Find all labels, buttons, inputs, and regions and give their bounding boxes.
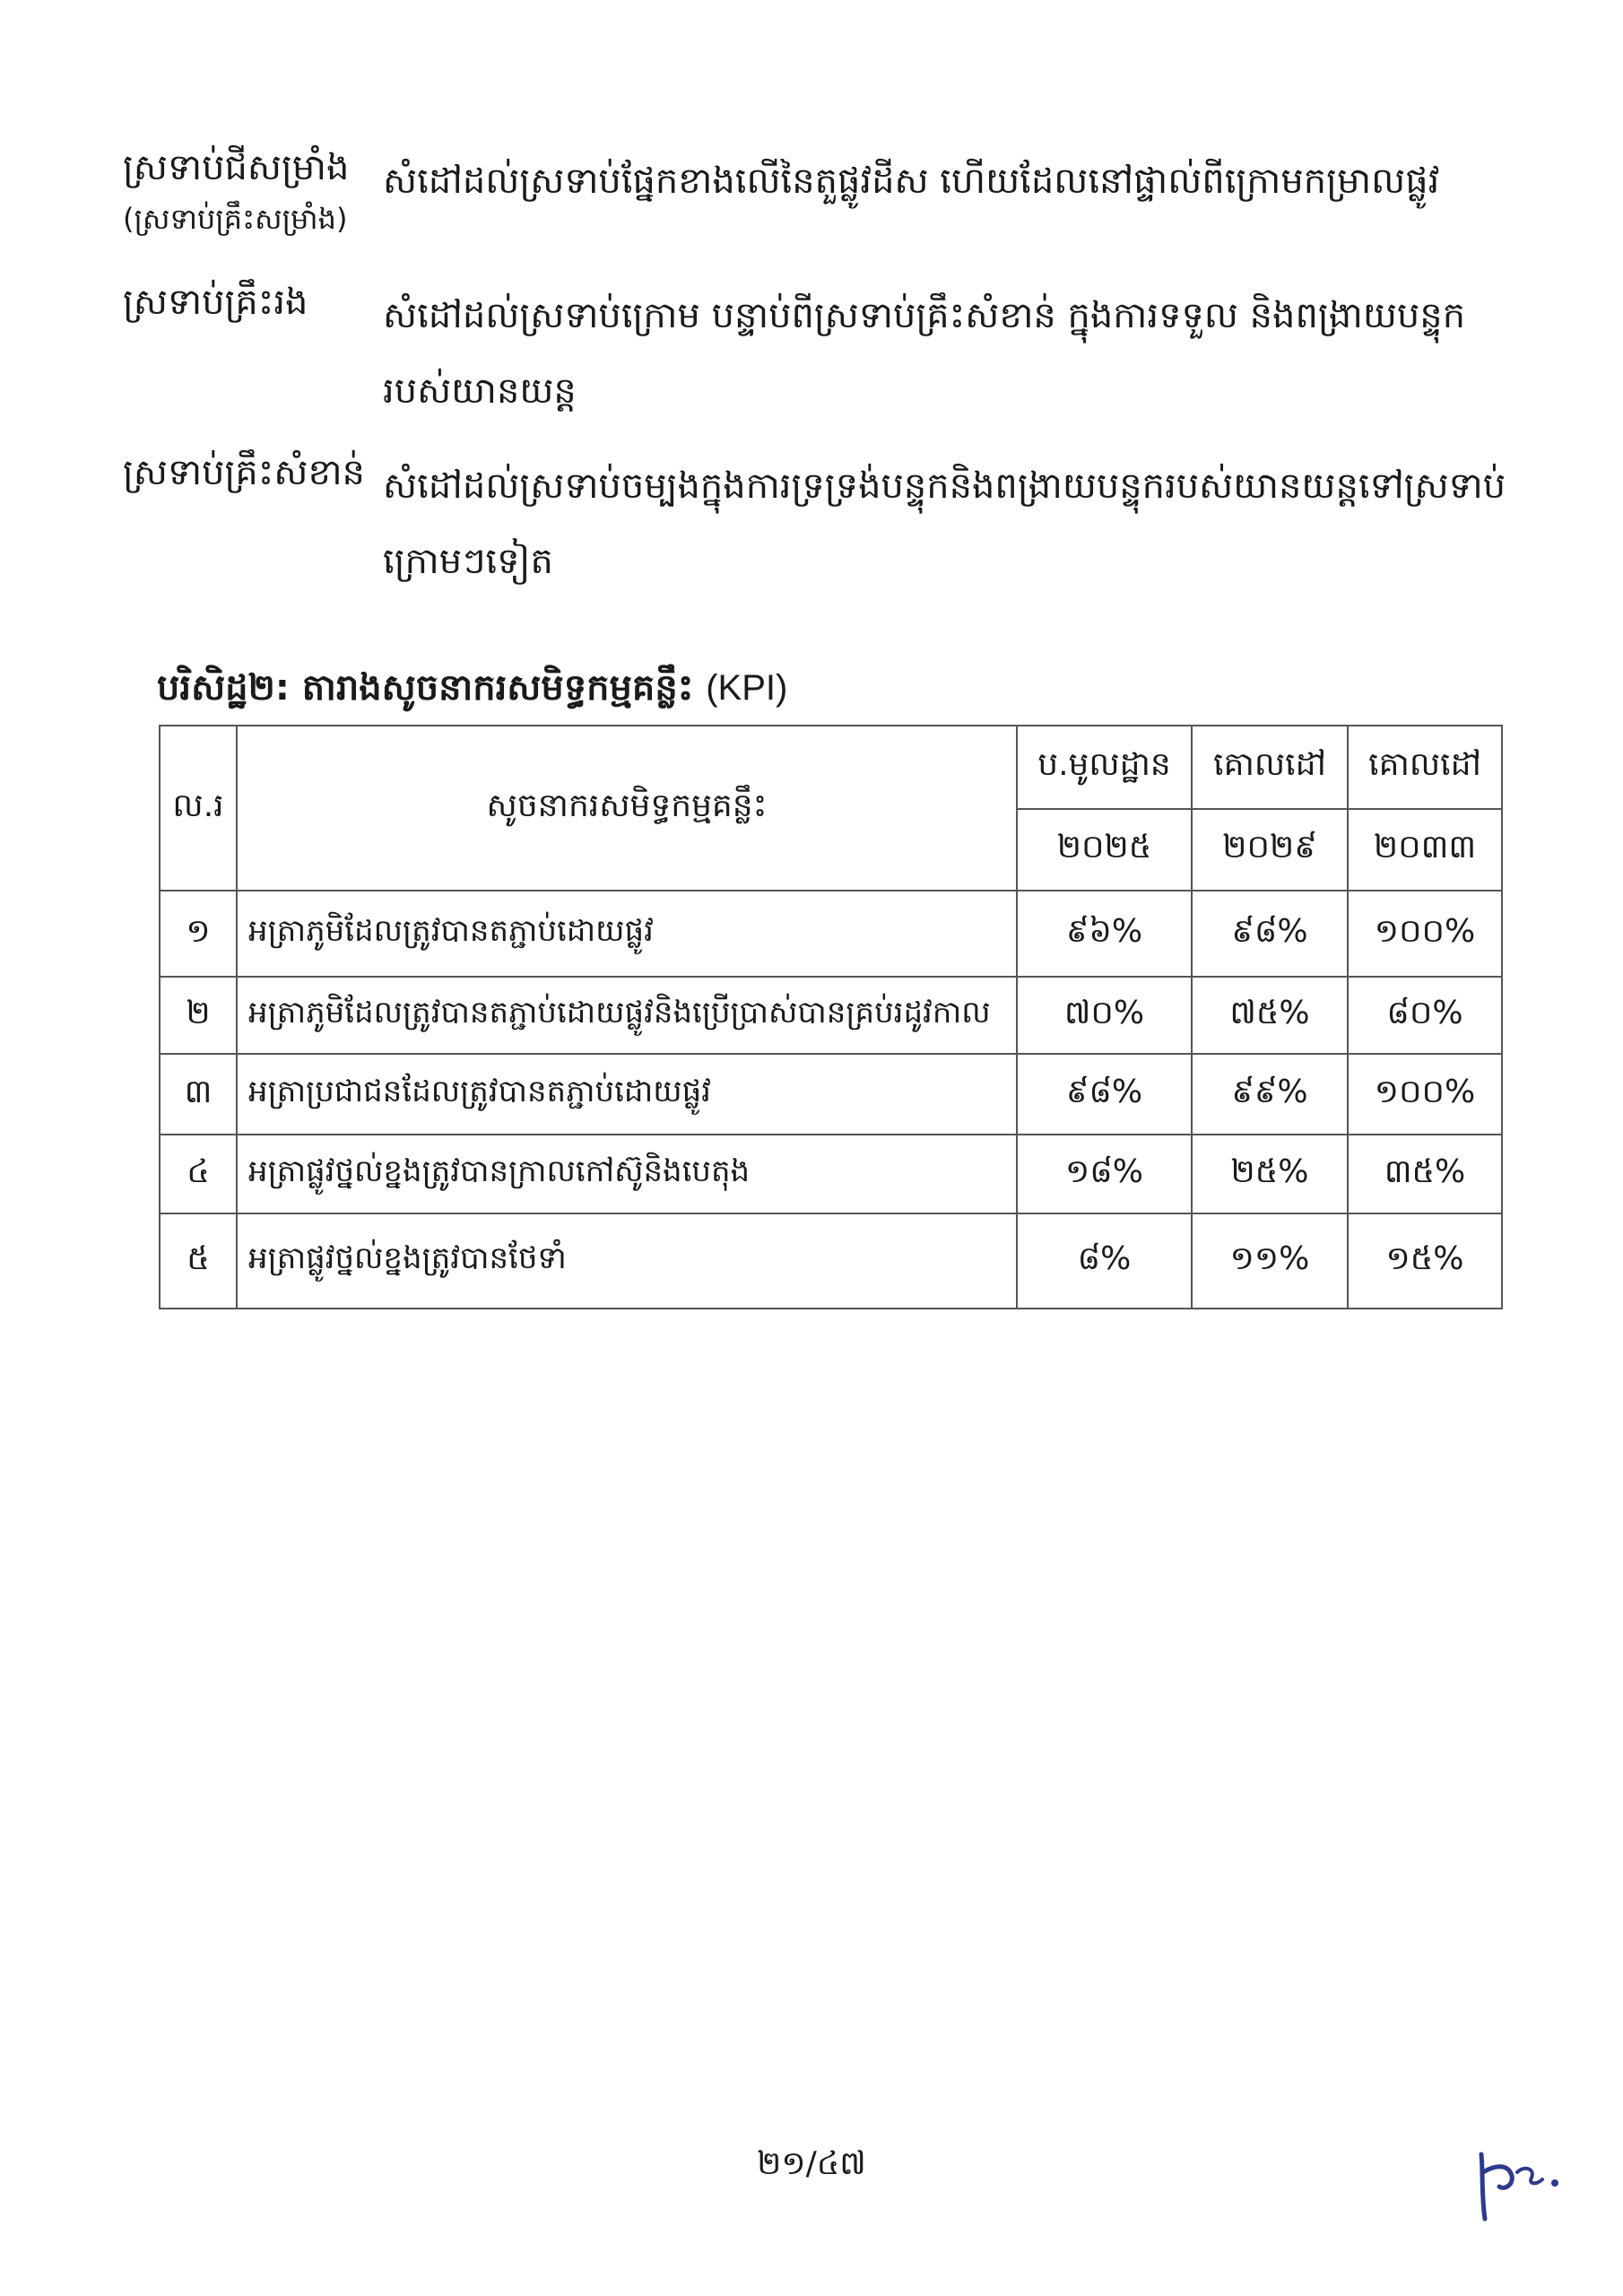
row-baseline: ១៨% [1017,1135,1192,1213]
row-target-2: ១០០% [1348,891,1502,977]
header-year-baseline: ២០២៥ [1017,809,1192,891]
definition-3 [123,448,1522,601]
row-indicator: អត្រាប្រជាជនដែលត្រូវបានតភ្ជាប់ដោយផ្លូវ [237,1054,1017,1135]
definition-term: ស្រទាប់គ្រឹះសំខាន់ [123,452,365,493]
row-number: ២ [160,977,237,1054]
row-target-2: ១០០% [1348,1054,1502,1135]
row-target-2: ៨០% [1348,977,1502,1054]
definition-term: ស្រទាប់គ្រឹះរង [123,282,308,323]
table-row [160,977,1502,1054]
table-row [160,891,1502,977]
definition-description: សំដៅដល់ស្រទាប់ផ្នែកខាងលើនៃតួផ្លូវដីស ហើយដែលនៅផ្ទាល់ពីក្រោមកម្រាលផ្លូវ [383,161,1440,202]
header-target-2: គោលដៅ [1348,726,1502,809]
row-number: ៥ [160,1213,237,1309]
annex-caption [157,664,787,712]
header-no: ល.រ [160,726,237,891]
table-row [160,1054,1502,1135]
definition-term-alt: (ស្រទាប់គ្រឹះសម្រាំង) [123,202,348,236]
row-baseline: ៩៦% [1017,891,1192,977]
row-target-2: ១៥% [1348,1213,1502,1309]
row-indicator: អត្រាភូមិដែលត្រូវបានតភ្ជាប់ដោយផ្លូវ [237,891,1017,977]
definition-description: សំដៅដល់ស្រទាប់ចម្បងក្នុងការទ្រទ្រង់បន្ទុកនិងពង្រាយបន្ទុករបស់យានយន្តទៅស្រទាប់ក្រោមៗទៀត [383,465,1506,582]
row-baseline: ៧០% [1017,977,1192,1054]
handwritten-initials-icon [1472,2145,1571,2226]
header-year-target-1: ២០២៩ [1192,809,1348,891]
row-target-1: ២៥% [1192,1135,1348,1213]
row-indicator: អត្រាផ្លូវថ្នល់ខ្នងត្រូវបានថែទាំ [237,1213,1017,1309]
row-number: ៤ [160,1135,237,1213]
row-target-1: ១១% [1192,1213,1348,1309]
row-target-1: ៩៩% [1192,1054,1348,1135]
definition-2 [123,278,1522,430]
row-indicator: អត្រាផ្លូវថ្នល់ខ្នងត្រូវបានក្រាលកៅស៊ូនិងបេតុង [237,1135,1017,1213]
row-baseline: ៩៨% [1017,1054,1192,1135]
definition-term: ស្រទាប់ជីសម្រាំង [123,147,350,188]
header-indicator: សូចនាករសមិទ្ធកម្មគន្លឹះ [237,726,1017,891]
row-target-1: ៩៨% [1192,891,1348,977]
row-number: ១ [160,891,237,977]
row-baseline: ៨% [1017,1213,1192,1309]
annex-caption-kpi: (KPI) [706,668,788,708]
kpi-table [159,725,1503,1309]
page-number: ២១/៤៧ [757,2145,866,2182]
row-target-2: ៣៥% [1348,1135,1502,1213]
table-row [160,1213,1502,1309]
table-row [160,1135,1502,1213]
header-baseline: ប.មូលដ្ឋាន [1017,726,1192,809]
header-target-1: គោលដៅ [1192,726,1348,809]
definition-1 [123,144,1522,260]
annex-caption-text: បរិសិដ្ឋ២: តារាងសូចនាករសមិទ្ធកម្មគន្លឹះ [157,667,694,709]
header-year-target-2: ២០៣៣ [1348,809,1502,891]
definition-description: សំដៅដល់ស្រទាប់ក្រោម បន្ទាប់ពីស្រទាប់គ្រឹះសំខាន់ ក្នុងការទទួល និងពង្រាយបន្ទុក របស់យានយន្ត [383,295,1466,412]
row-indicator: អត្រាភូមិដែលត្រូវបានតភ្ជាប់ដោយផ្លូវនិងប្រើប្រាស់បានគ្រប់រដូវកាល [237,977,1017,1054]
row-number: ៣ [160,1054,237,1135]
row-target-1: ៧៥% [1192,977,1348,1054]
